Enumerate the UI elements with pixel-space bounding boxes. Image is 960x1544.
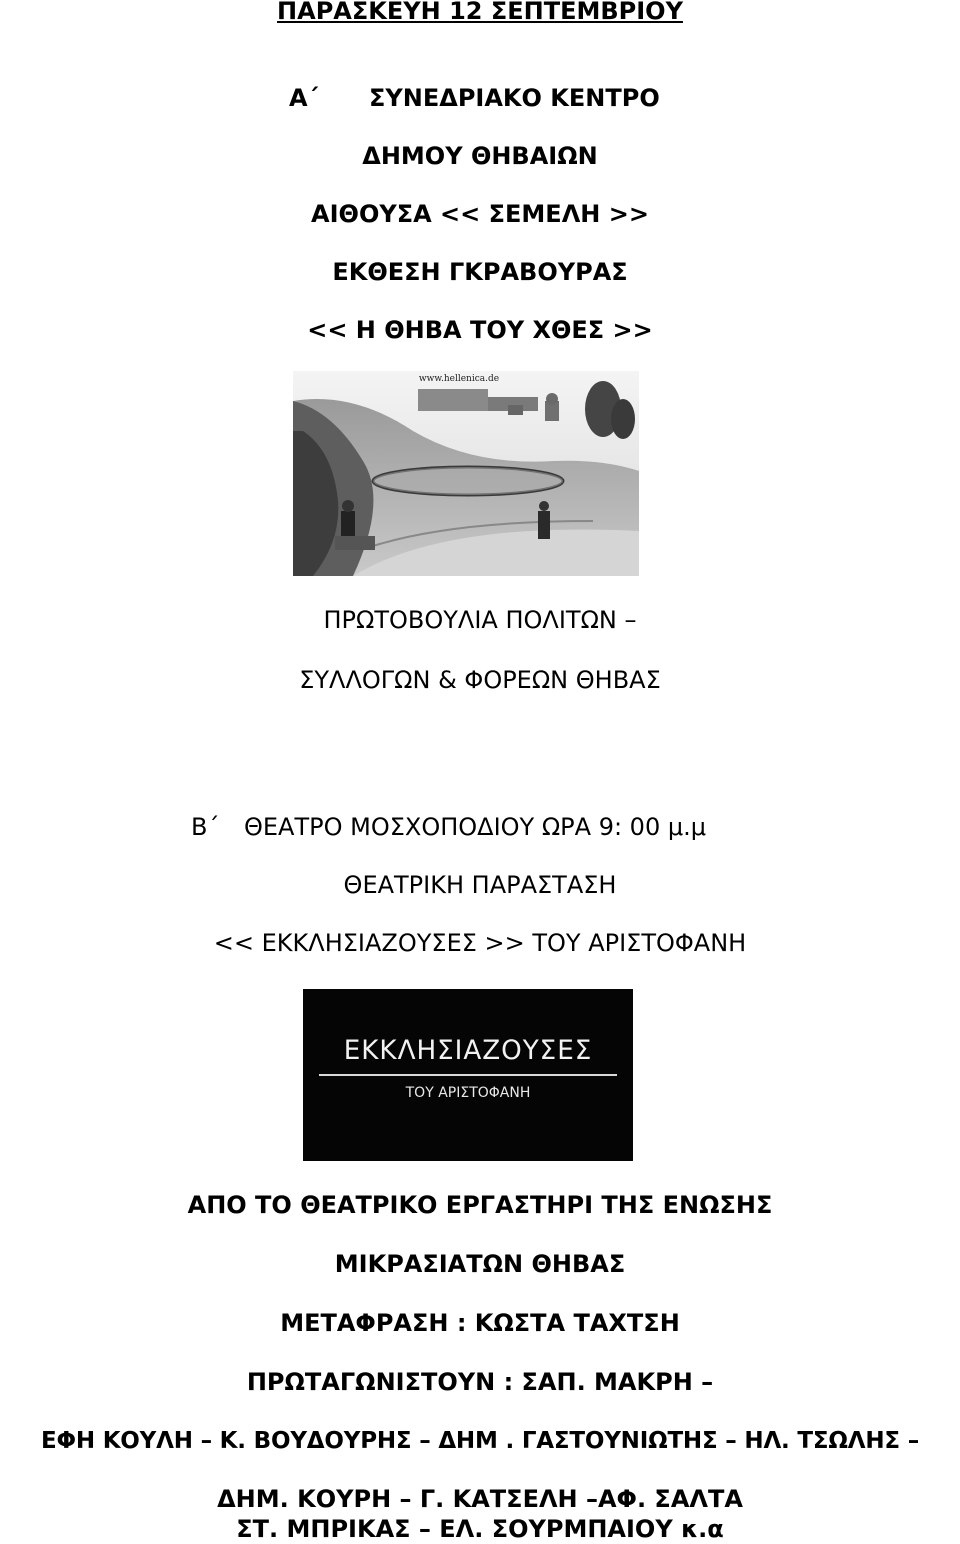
section-b-play-title: << ΕΚΚΛΗΣΙΑΖΟΥΣΕΣ >> ΤΟΥ ΑΡΙΣΤΟΦΑΝΗ — [213, 929, 747, 957]
section-a-hall: ΑΙΘΟΥΣΑ << ΣΕΜΕΛΗ >> — [311, 200, 649, 228]
cast-line-3: ΔΗΜ. ΚΟΥΡΗ – Γ. ΚΑΤΣΕΛΗ –ΑΦ. ΣΑΛΤΑ — [217, 1485, 743, 1513]
cast-line-4: ΣΤ. ΜΠΡΙΚΑΣ – ΕΛ. ΣΟΥΡΜΠΑΙΟΥ κ.α — [236, 1515, 724, 1543]
troupe-line-2: ΜΙΚΡΑΣΙΑΤΩΝ ΘΗΒΑΣ — [334, 1250, 626, 1278]
translation-credit: ΜΕΤΑΦΡΑΣΗ : ΚΩΣΤΑ ΤΑΧΤΣΗ — [280, 1309, 680, 1337]
historic-thebes-photo — [293, 371, 639, 576]
section-b-event-type: ΘΕΑΤΡΙΚΗ ΠΑΡΑΣΤΑΣΗ — [343, 871, 617, 899]
section-a-venue-name: ΣΥΝΕΔΡΙΑΚΟ ΚΕΝΤΡΟ — [369, 84, 660, 112]
poster-title: ΕΚΚΛΗΣΙΑΖΟΥΣΕΣ — [343, 1035, 593, 1066]
section-b-marker: Β΄ — [191, 813, 220, 841]
photo-watermark: www.hellenica.de — [418, 374, 500, 384]
troupe-line-1: ΑΠΟ ΤΟ ΘΕΑΤΡΙΚΟ ΕΡΓΑΣΤΗΡΙ ΤΗΣ ΕΝΩΣΗΣ — [187, 1191, 773, 1219]
cast-line-1: ΠΡΩΤΑΓΩΝΙΣΤΟΥΝ : ΣΑΠ. ΜΑΚΡΗ – — [246, 1368, 714, 1396]
section-b-venue-time: ΘΕΑΤΡΟ ΜΟΣΧΟΠΟΔΙΟΥ ΩΡΑ 9: 00 μ.μ — [244, 813, 707, 841]
section-a-marker: Α΄ — [289, 84, 319, 112]
initiative-line-2: ΣΥΛΛΟΓΩΝ & ΦΟΡΕΩΝ ΘΗΒΑΣ — [299, 666, 661, 694]
cast-line-2: ΕΦΗ ΚΟΥΛΗ – Κ. ΒΟΥΔΟΥΡΗΣ – ΔΗΜ . ΓΑΣΤΟΥΝΙΩΤΗΣ – ΗΛ. ΤΣΩΛΗΣ – — [40, 1428, 920, 1454]
section-a-exhibition-title: << Η ΘΗΒΑ ΤΟΥ ΧΘΕΣ >> — [307, 316, 653, 344]
initiative-line-1: ΠΡΩΤΟΒΟΥΛΙΑ ΠΟΛΙΤΩΝ – — [323, 606, 637, 634]
poster-divider — [319, 1074, 617, 1076]
section-a-exhibition: ΕΚΘΕΣΗ ΓΚΡΑΒΟΥΡΑΣ — [332, 258, 628, 286]
section-a-municipality: ΔΗΜΟΥ ΘΗΒΑΙΩΝ — [362, 142, 598, 170]
play-poster — [303, 989, 633, 1161]
poster-subtitle: ΤΟΥ ΑΡΙΣΤΟΦΑΝΗ — [405, 1085, 531, 1101]
page-date-heading: ΠΑΡΑΣΚΕΥΗ 12 ΣΕΠΤΕΜΒΡΙΟΥ — [277, 0, 683, 25]
